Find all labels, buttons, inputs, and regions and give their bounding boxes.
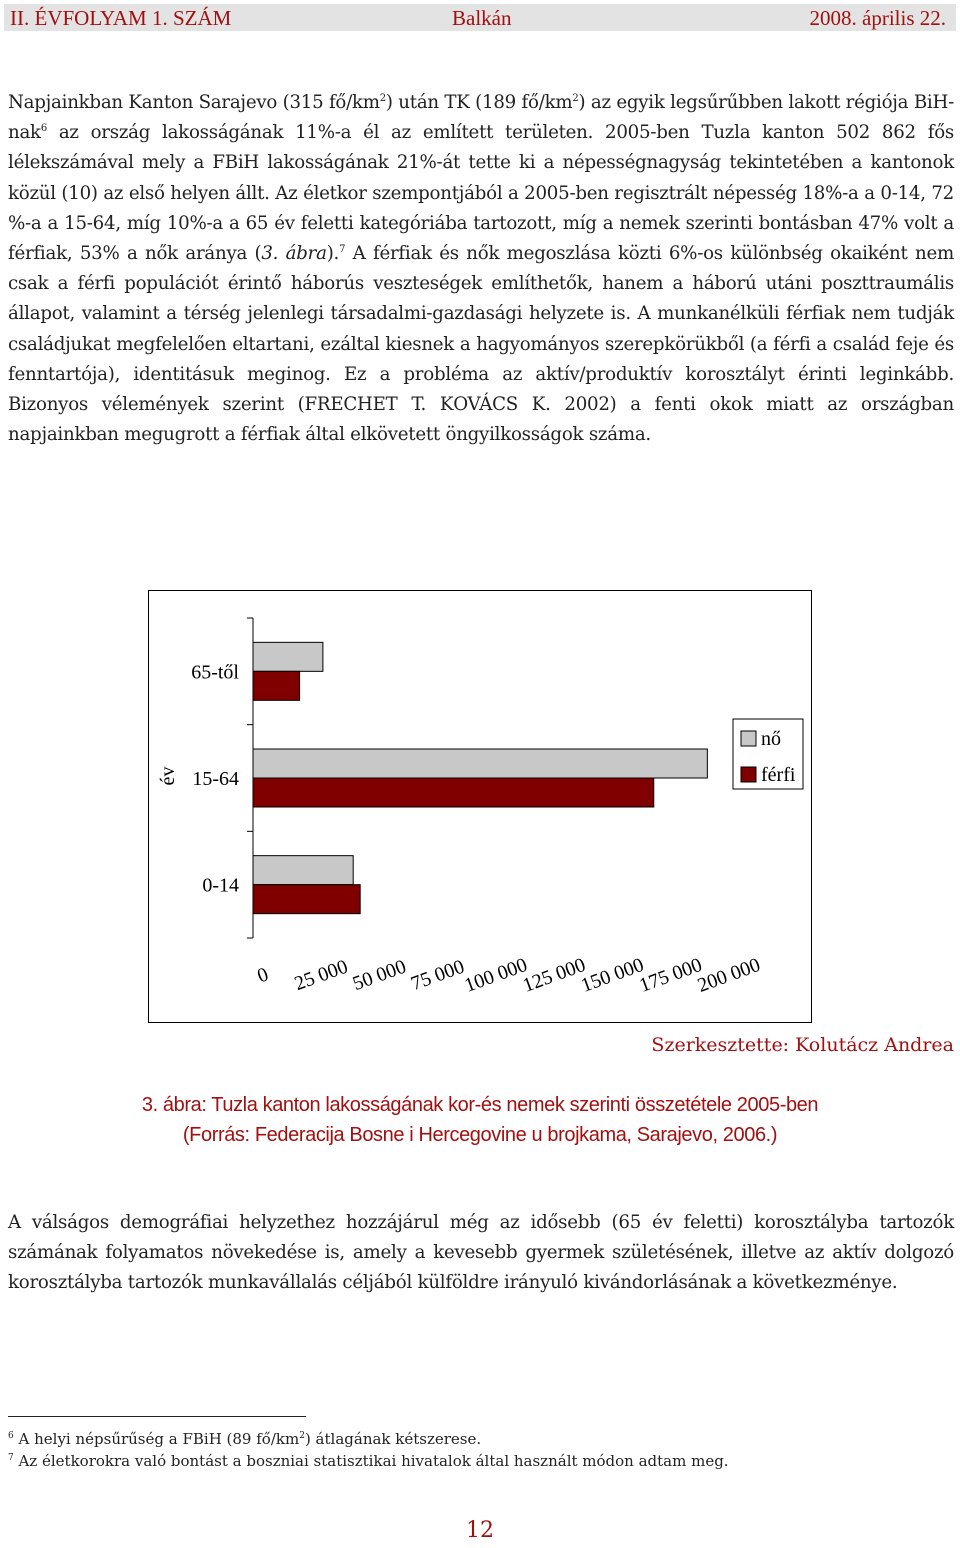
legend-swatch-no — [741, 731, 756, 746]
legend-swatch-ferfi — [741, 767, 756, 782]
x-tick-label: 200 000 — [694, 953, 764, 997]
x-tick-label: 50 000 — [349, 955, 410, 996]
figure-source: (Forrás: Federacija Bosne i Hercegovine u brojkama, Sarajevo, 2006.) — [182, 1124, 778, 1146]
body-paragraph-2: A válságos demográfiai helyzethez hozzájárul még az idősebb (65 év feletti) korosztályba tartozók számának folyamatos növekedése is, amely a kevesebb gyermek születésének, illetve az aktív dolgozó korosztályba tartozók munkavállalás céljából külföldre irányuló kivándorlásának a következménye. — [8, 1212, 954, 1294]
page-number: 12 — [466, 1518, 494, 1543]
bar-ferfi-15-64 — [253, 778, 654, 807]
category-label: 0-14 — [202, 874, 239, 897]
x-tick-label: 100 000 — [461, 953, 531, 997]
chart-frame — [148, 590, 812, 1023]
legend-label-no: nő — [761, 728, 781, 750]
bar-ferfi-0-14 — [253, 885, 360, 914]
bar-no-15-64 — [253, 749, 707, 778]
journal-title: Balkán — [452, 6, 512, 30]
x-tick-label: 0 — [254, 963, 272, 988]
bar-ferfi-65-től — [253, 671, 300, 700]
bar-no-65-től — [253, 642, 323, 671]
issue-date: 2008. április 22. — [809, 6, 946, 30]
x-tick-label: 175 000 — [636, 953, 706, 997]
x-tick-label: 150 000 — [578, 953, 647, 997]
footnote-ref-6[interactable]: 6 — [40, 123, 47, 135]
footnote-7: $^7$ Az életkorokra való bontást a boszniai statisztikai hivatalok által használt módon adtam meg. — [8, 1452, 729, 1470]
x-tick-label: 25 000 — [291, 955, 351, 996]
figure-reference: 3. ábra — [261, 243, 327, 265]
footnote-6: $^6$ A helyi népsűrűség a FBiH (89 $fő/km^2$) átlagának kétszerese. — [8, 1430, 482, 1448]
category-label: 65-től — [191, 661, 239, 684]
body-paragraph-1: Napjainkban Kanton Sarajevo (315 $fő/km^2$) után TK (189 $fő/km^2$) az egyik legsűrűbben lakott régiója BiH-nak$^6$ az ország lakosságának 11%-a él az említett területen. 2005-ben Tuzla kanton 502 862 fős lélekszámával mely a FBiH lakosságának 21%-át tette ki a népességnagyság tekintetében a kantonok közül (10) az első helyen állt. Az életkor szempontjából a 2005-ben regisztrált népesség 18%-a a 0-14, 72 %-a a 15-64, míg 10%-a a 65 év feletti kategóriába tartozott, míg a nemek szerinti bontásban 47% volt a férfiak, 53% a nők aránya (3. ábra).$^7$ A férfiak és nők megoszlása közti 6%-os különbség okaiként nem csak a férfi populációt érintő háborús veszteségek említhetők, hanem a háború utáni poszttraumális állapot, valamint a térség jelenlegi társadalmi-gazdasági helyzete is. A munkanélküli férfiak nem tudják családjukat megfelelően eltartani, ezáltal kiesnek a hagyományos szerepkörükből (a férfi a család feje és fenntartója), identitásuk meginog. Ez a probléma az aktív/produktív korosztályt érinti leginkább. Bizonyos vélemények szerint (FRECHET T. KOVÁCS K. 2002) a fenti okok miatt az országban napjainkban megugrott a férfiak által elkövetett öngyilkosságok száma. — [8, 92, 955, 446]
legend-label-ferfi: férfi — [761, 764, 796, 786]
page-header — [4, 4, 956, 31]
footnote-ref-7[interactable]: 7 — [339, 243, 346, 255]
y-axis-title: év — [157, 766, 179, 786]
bar-no-0-14 — [253, 856, 353, 885]
journal-issue: II. ÉVFOLYAM 1. SZÁM — [10, 6, 232, 30]
x-tick-label: 125 000 — [519, 953, 589, 997]
editor-credit: Szerkesztette: Kolutácz Andrea — [651, 1034, 954, 1056]
population-bar-chart — [149, 591, 811, 1022]
category-label: 15-64 — [192, 768, 239, 790]
x-tick-label: 75 000 — [408, 955, 468, 996]
figure-caption: 3. ábra: Tuzla kanton lakosságának kor-és nemek szerinti összetétele 2005-ben — [141, 1094, 819, 1116]
footnote-divider — [8, 1416, 306, 1417]
